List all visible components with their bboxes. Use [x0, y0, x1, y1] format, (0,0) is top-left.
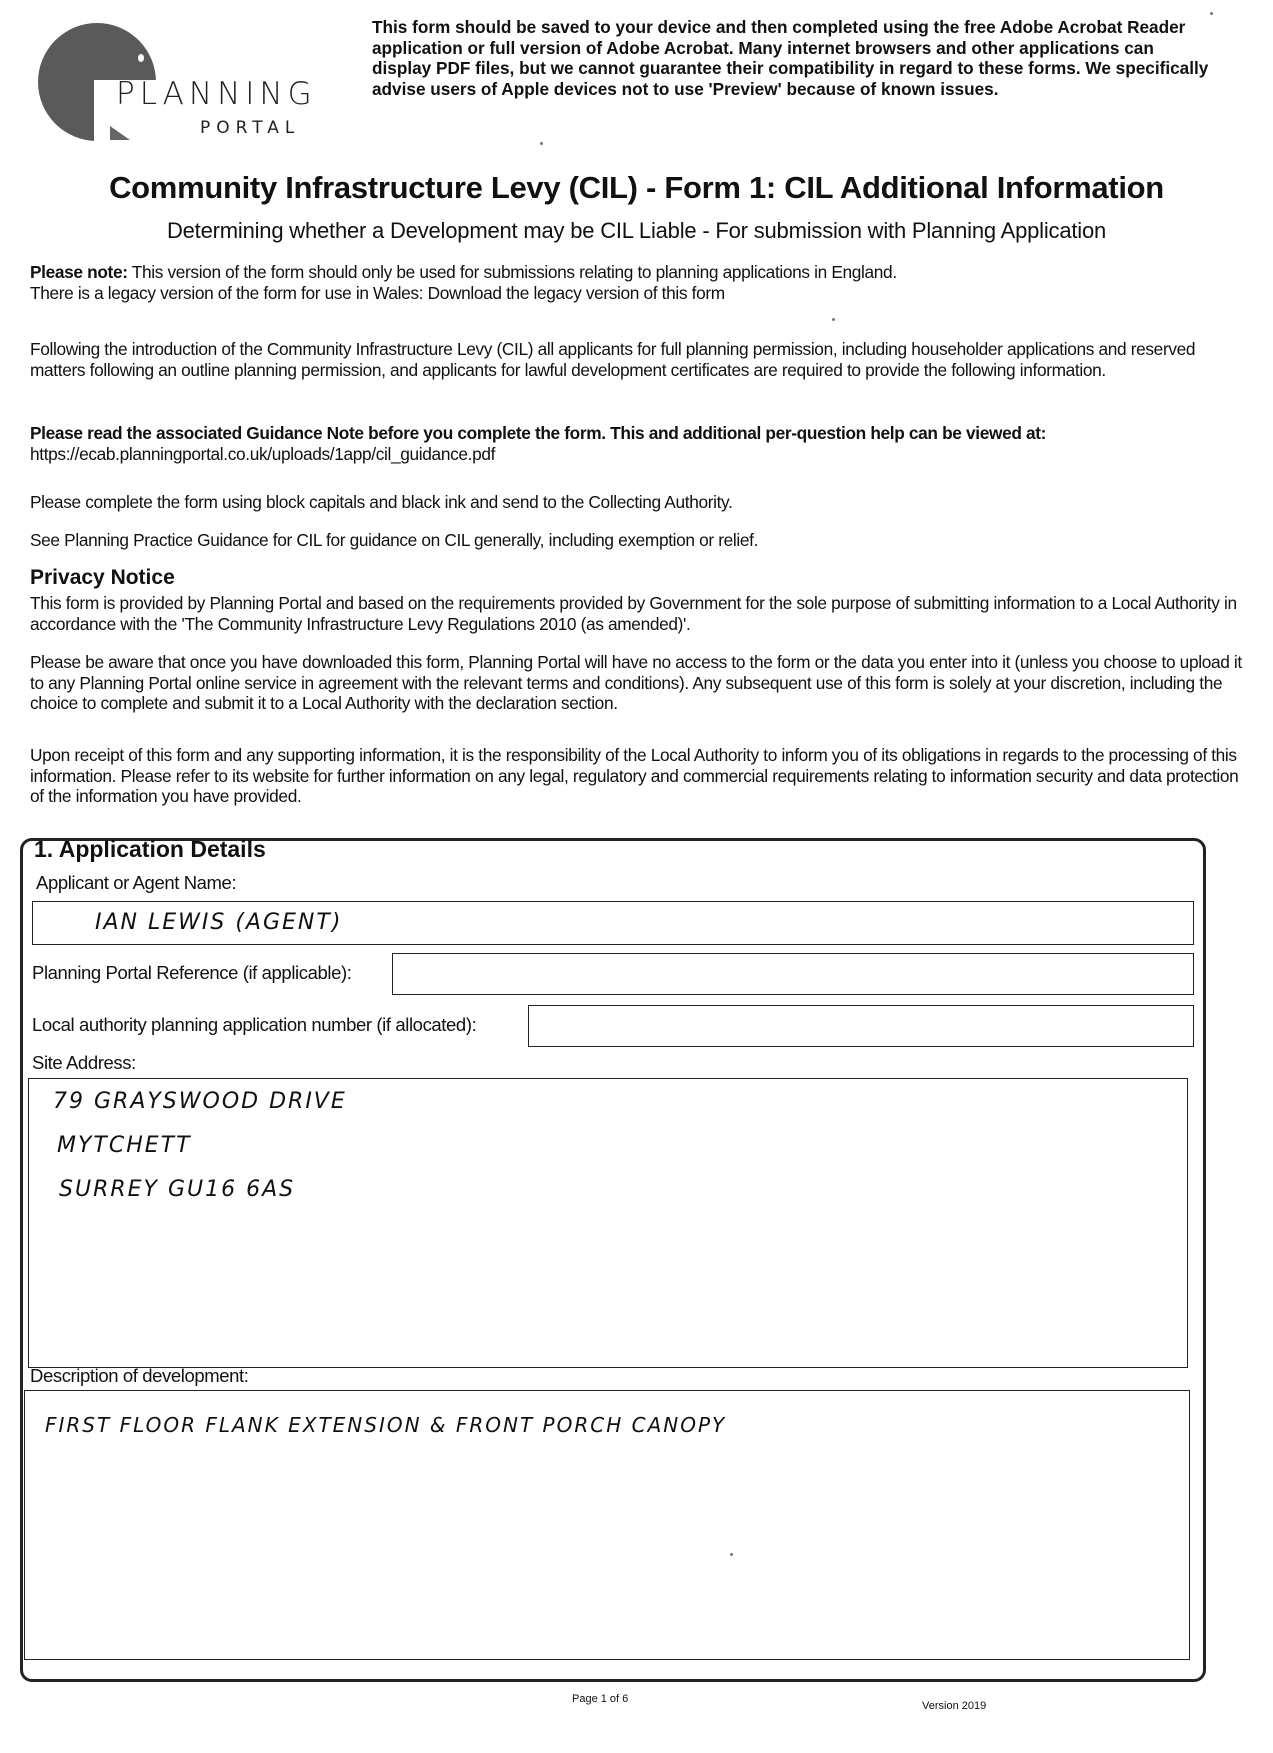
- please-note: [30, 262, 1245, 303]
- planning-practice-guidance-link[interactable]: Planning Practice Guidance for CIL: [64, 530, 322, 550]
- la-application-number-label: Local authority planning application number (if allocated):: [32, 1014, 477, 1035]
- applicant-name-label: Applicant or Agent Name:: [36, 872, 237, 893]
- planning-portal-logo: [30, 18, 330, 143]
- privacy-paragraph-3: Upon receipt of this form and any supporting information, it is the responsibility of the Local Authority to inform you of its obligations in regards to the processing of this information. Please refer to its website for further information on any legal, regulatory and commercial requirements relating to information security and data protection of the information you have provided.: [30, 745, 1239, 806]
- form-subtitle: Determining whether a Development may be CIL Liable - For submission with Planning Application: [166, 218, 1107, 243]
- privacy-notice-heading: Privacy Notice: [30, 566, 175, 589]
- guidance-note-bold: Please read the associated Guidance Note before you complete the form. This and additional per-question help can be viewed at:: [30, 423, 1047, 443]
- scan-speck: [832, 318, 835, 321]
- site-address-line-2: MYTCHETT: [57, 1133, 192, 1158]
- cil-introduction: Following the introduction of the Community Infrastructure Levy (CIL) all applicants for full planning permission, including householder applications and reserved matters following an outline planning permission, and applicants for lawful development certificates are required to provide the following information.: [30, 339, 1196, 380]
- site-address-label: Site Address:: [32, 1052, 136, 1073]
- scan-speck: [1210, 12, 1213, 15]
- description-value: FIRST FLOOR FLANK EXTENSION & FRONT PORCH CANOPY: [45, 1413, 727, 1437]
- guidance-url-link[interactable]: https://ecab.planningportal.co.uk/uploads/1app/cil_guidance.pdf: [30, 443, 496, 464]
- logo-text-planning: PLANNING: [116, 76, 317, 112]
- page-number: Page 1 of 6: [572, 1693, 629, 1705]
- scan-speck: [730, 1553, 733, 1556]
- form-title: Community Infrastructure Levy (CIL) - Form 1: CIL Additional Information: [109, 170, 1164, 205]
- please-note-text: This version of the form should only be used for submissions relating to planning applications in England.: [127, 262, 897, 282]
- site-address-field[interactable]: [28, 1078, 1188, 1368]
- privacy-paragraph-2: Please be aware that once you have downloaded this form, Planning Portal will have no access to the form or the data you enter into it (unless you choose to upload it to any Planning Portal online service in agreement with the relevant terms and conditions). Any subsequent use of this form is solely at your discretion, including the choice to complete and submit it to a Local Authority with the declaration section.: [30, 652, 1242, 713]
- applicant-name-value: IAN LEWIS (AGENT): [95, 910, 343, 935]
- scan-speck: [540, 142, 543, 145]
- guidance-note: [30, 423, 1245, 464]
- site-address-line-3: SURREY GU16 6AS: [59, 1177, 296, 1202]
- applicant-name-field[interactable]: [32, 901, 1194, 945]
- see-guidance: See Planning Practice Guidance for CIL for guidance on CIL generally, including exemption or relief.: [30, 530, 759, 550]
- portal-reference-field[interactable]: [392, 953, 1194, 995]
- logo-text-portal: PORTAL: [200, 118, 301, 138]
- legacy-text: There is a legacy version of the form for use in Wales:: [30, 282, 428, 303]
- form-version: Version 2019: [922, 1700, 987, 1712]
- la-application-number-field[interactable]: [528, 1005, 1194, 1047]
- privacy-paragraph-1: This form is provided by Planning Portal and based on the requirements provided by Government for the sole purpose of submitting information to a Local Authority in accordance with the 'The Community Infrastructure Levy Regulations 2010 (as amended)'.: [30, 593, 1237, 634]
- legacy-form-link[interactable]: Download the legacy version of this form: [427, 282, 725, 303]
- portal-reference-label: Planning Portal Reference (if applicable):: [32, 962, 352, 983]
- software-notice: This form should be saved to your device and then completed using the free Adobe Acrobat Reader application or full version of Adobe Acrobat. Many internet browsers and other applications can display PDF files, but we cannot guarantee their compatibility in regard to these forms. We specifically advise users of Apple devices not to use 'Preview' because of known issues.: [372, 17, 1209, 99]
- site-address-line-1: 79 GRAYSWOOD DRIVE: [53, 1089, 347, 1114]
- block-capitals-instruction: Please complete the form using block capitals and black ink and send to the Collecting Authority.: [30, 492, 733, 512]
- please-note-label: Please note:: [30, 262, 128, 282]
- description-field[interactable]: [24, 1390, 1190, 1660]
- description-label: Description of development:: [30, 1365, 249, 1386]
- section-title-application-details: 1. Application Details: [34, 836, 266, 862]
